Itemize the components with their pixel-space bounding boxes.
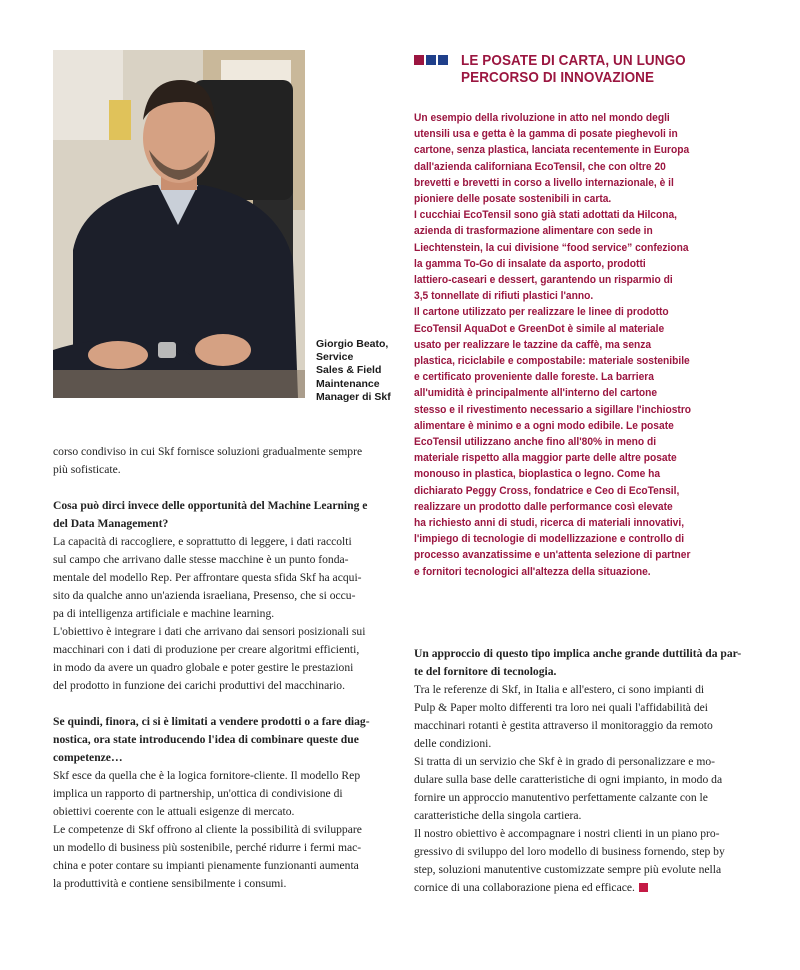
square-icon xyxy=(426,55,436,65)
paragraph-line: Si tratta di un servizio che Skf è in grado di personalizzare e mo- xyxy=(414,755,716,768)
sidebar-body-line: cartone, senza plastica, lanciata recentemente in Europa xyxy=(414,144,690,157)
paragraph-line: implica un rapporto di partnership, un'ottica di condivisione di xyxy=(53,787,343,800)
paragraph-line: la produttività e contiene sensibilmente i consumi. xyxy=(53,877,287,890)
paragraph-line: La capacità di raccogliere, e soprattutto di leggere, i dati raccolti xyxy=(53,535,352,548)
sidebar-body-line: processo avanzatissime e un'attenta selezione di partner xyxy=(414,549,691,562)
paragraph-line: fornire un approccio manutentivo perfettamente calzante con le xyxy=(414,791,708,804)
sidebar-body-line: utensili usa e getta è la gamma di posate pieghevoli in xyxy=(414,128,678,141)
paragraph-line: gressivo di sviluppo del loro modello di business fornendo, step by xyxy=(414,845,725,858)
sidebar-body-line: l'impiego di tecnologie di modellizzazione e controllo di xyxy=(414,533,685,546)
portrait-illustration xyxy=(53,50,305,398)
sidebar-body-line: Il cartone utilizzato per realizzare le linee di prodotto xyxy=(414,306,669,319)
paragraph-line: pa di intelligenza artificiale e machine learning. xyxy=(53,607,275,620)
end-of-article-icon xyxy=(639,883,648,892)
paragraph-line: caratteristiche della singola cartiera. xyxy=(414,809,582,822)
paragraph-line: in modo da avere un quadro globale e poter gestire le prestazioni xyxy=(53,661,354,674)
paragraph-line: sito da qualche anno un'azienda israeliana, Presenso, che si occu- xyxy=(53,589,356,602)
sidebar-body-line: pioniere delle posate sostenibili in carta. xyxy=(414,193,612,206)
paragraph-line: Le competenze di Skf offrono al cliente la possibilità di sviluppare xyxy=(53,823,362,836)
sidebar-body-line: monouso in plastica, bioplastica o legno. Come ha xyxy=(414,468,661,481)
paragraph-line: macchinari rotanti è gestita attraverso il monitoraggio da remoto xyxy=(414,719,713,732)
paragraph-line: corso condiviso in cui Skf fornisce soluzioni gradualmente sempre xyxy=(53,445,363,458)
sidebar-body-line: azienda di trasformazione alimentare con sede in xyxy=(414,225,653,238)
paragraph-line: Tra le referenze di Skf, in Italia e all'estero, ci sono impianti di xyxy=(414,683,705,696)
paragraph-line-text: cornice di una collaborazione piena ed efficace. xyxy=(414,881,635,894)
sidebar-body-line: brevetti e brevetti in corso a livello internazionale, è il xyxy=(414,176,674,189)
sidebar-body-line: e fornitori tecnologici all'altezza della situazione. xyxy=(414,565,651,578)
right-column xyxy=(414,645,764,897)
question-line: competenze… xyxy=(53,751,123,764)
question-line: Se quindi, finora, ci si è limitati a vendere prodotti o a fare diag- xyxy=(53,715,370,728)
sidebar-body-line: ha richiesto anni di studi, ricerca di materiali innovativi, xyxy=(414,517,685,530)
paragraph-line: obiettivi coerente con le attuali esigenze di mercato. xyxy=(53,805,295,818)
paragraph-line: del prodotto in funzione dei carichi produttivi del macchinario. xyxy=(53,679,346,692)
caption-line: Manager di Skf xyxy=(316,390,391,403)
caption-line: Sales & Field xyxy=(316,364,382,377)
sidebar-body-line: stesso e il rivestimento necessario a sigillare l'inchiostro xyxy=(414,403,692,416)
question-line: nostica, ora state introducendo l'idea di combinare queste due xyxy=(53,733,359,746)
sidebar-title-line: PERCORSO DI INNOVAZIONE xyxy=(461,69,655,86)
question-line: del Data Management? xyxy=(53,517,169,530)
sidebar-body-line: EcoTensil AquaDot e GreenDot è simile al materiale xyxy=(414,322,665,335)
paragraph-line: mentale del modello Rep. Per affrontare questa sfida Skf ha acqui- xyxy=(53,571,362,584)
sidebar-body-line: lattiero-caseari e dessert, garantendo un risparmio di xyxy=(414,274,673,287)
paragraph-line: Il nostro obiettivo è accompagnare i nostri clienti in un piano pro- xyxy=(414,827,720,840)
portrait-photo xyxy=(53,50,305,398)
sidebar-body-line: EcoTensil utilizzano anche fino all'80% in meno di xyxy=(414,436,657,449)
caption-line: Service xyxy=(316,351,354,364)
sidebar-body-line: alimentare è minimo e a ogni modo edibile. Le posate xyxy=(414,419,674,432)
sidebar-body-line: usato per realizzare le tazzine da caffè, ma senza xyxy=(414,338,652,351)
paragraph-line: macchinari con i dati di produzione per creare algoritmi efficienti, xyxy=(53,643,360,656)
paragraph-line: più sofisticate. xyxy=(53,463,121,476)
paragraph-line: dulare sulla base delle caratteristiche di ogni impianto, in modo da xyxy=(414,773,723,786)
square-icon xyxy=(438,55,448,65)
sidebar-title xyxy=(461,52,761,86)
paragraph-line: sul campo che arrivano dalle stesse macchine è un punto fonda- xyxy=(53,553,349,566)
question-line: Un approccio di questo tipo implica anche grande duttilità da par- xyxy=(414,647,742,660)
sidebar-body-line: materiale rispetto alla maggior parte delle altre posate xyxy=(414,452,677,465)
left-column xyxy=(53,443,393,893)
sidebar-body-line: dall'azienda californiana EcoTensil, che con oltre 20 xyxy=(414,160,666,173)
paragraph-line: Pulp & Paper molto differenti tra loro nei quali l'affidabilità dei xyxy=(414,701,709,714)
paragraph-line: L'obiettivo è integrare i dati che arrivano dai sensori posizionali sui xyxy=(53,625,366,638)
sidebar-body-line: 3,5 tonnellate di rifiuti plastici l'anno. xyxy=(414,290,594,303)
sidebar-body-line: Liechtenstein, la cui divisione “food service” confeziona xyxy=(414,241,689,254)
paragraph-line-last xyxy=(414,879,764,897)
sidebar-body-line: realizzare un prodotto dalle performance così elevate xyxy=(414,500,673,513)
sidebar-body xyxy=(414,110,764,580)
square-icon xyxy=(414,55,424,65)
sidebar-body-line: Un esempio della rivoluzione in atto nel mondo degli xyxy=(414,112,670,124)
paragraph-line: un modello di business più sostenibile, perché ridurre i fermi mac- xyxy=(53,841,362,854)
caption-line: Maintenance xyxy=(316,377,380,390)
sidebar-body-line: la gamma To-Go di insalate da asporto, prodotti xyxy=(414,257,646,270)
sidebar-body-line: I cucchiai EcoTensil sono già stati adottati da Hilcona, xyxy=(414,209,678,222)
sidebar-title-line: LE POSATE DI CARTA, UN LUNGO xyxy=(461,52,686,69)
paragraph-line: delle condizioni. xyxy=(414,737,492,750)
photo-caption xyxy=(316,338,404,404)
question-line: te del fornitore di tecnologia. xyxy=(414,665,557,678)
sidebar-body-line: e certificato proveniente dalle foreste. La barriera xyxy=(414,371,654,384)
sidebar-body-line: plastica, riciclabile e compostabile: materiale sostenibile xyxy=(414,355,690,368)
sidebar-body-line: dichiarato Peggy Cross, fondatrice e Ceo di EcoTensil, xyxy=(414,484,680,497)
question-line: Cosa può dirci invece delle opportunità del Machine Learning e xyxy=(53,499,368,512)
caption-line: Giorgio Beato, xyxy=(316,338,389,350)
paragraph-line: step, soluzioni manutentive customizzate sempre più evolute nella xyxy=(414,863,722,876)
sidebar-body-line: all'umidità è principalmente all'interno del cartone xyxy=(414,387,658,400)
paragraph-line: china e poter contare su impianti pienamente funzionanti aumenta xyxy=(53,859,359,872)
paragraph-line: Skf esce da quella che è la logica fornitore-cliente. Il modello Rep xyxy=(53,769,361,782)
decorative-squares xyxy=(414,55,448,65)
